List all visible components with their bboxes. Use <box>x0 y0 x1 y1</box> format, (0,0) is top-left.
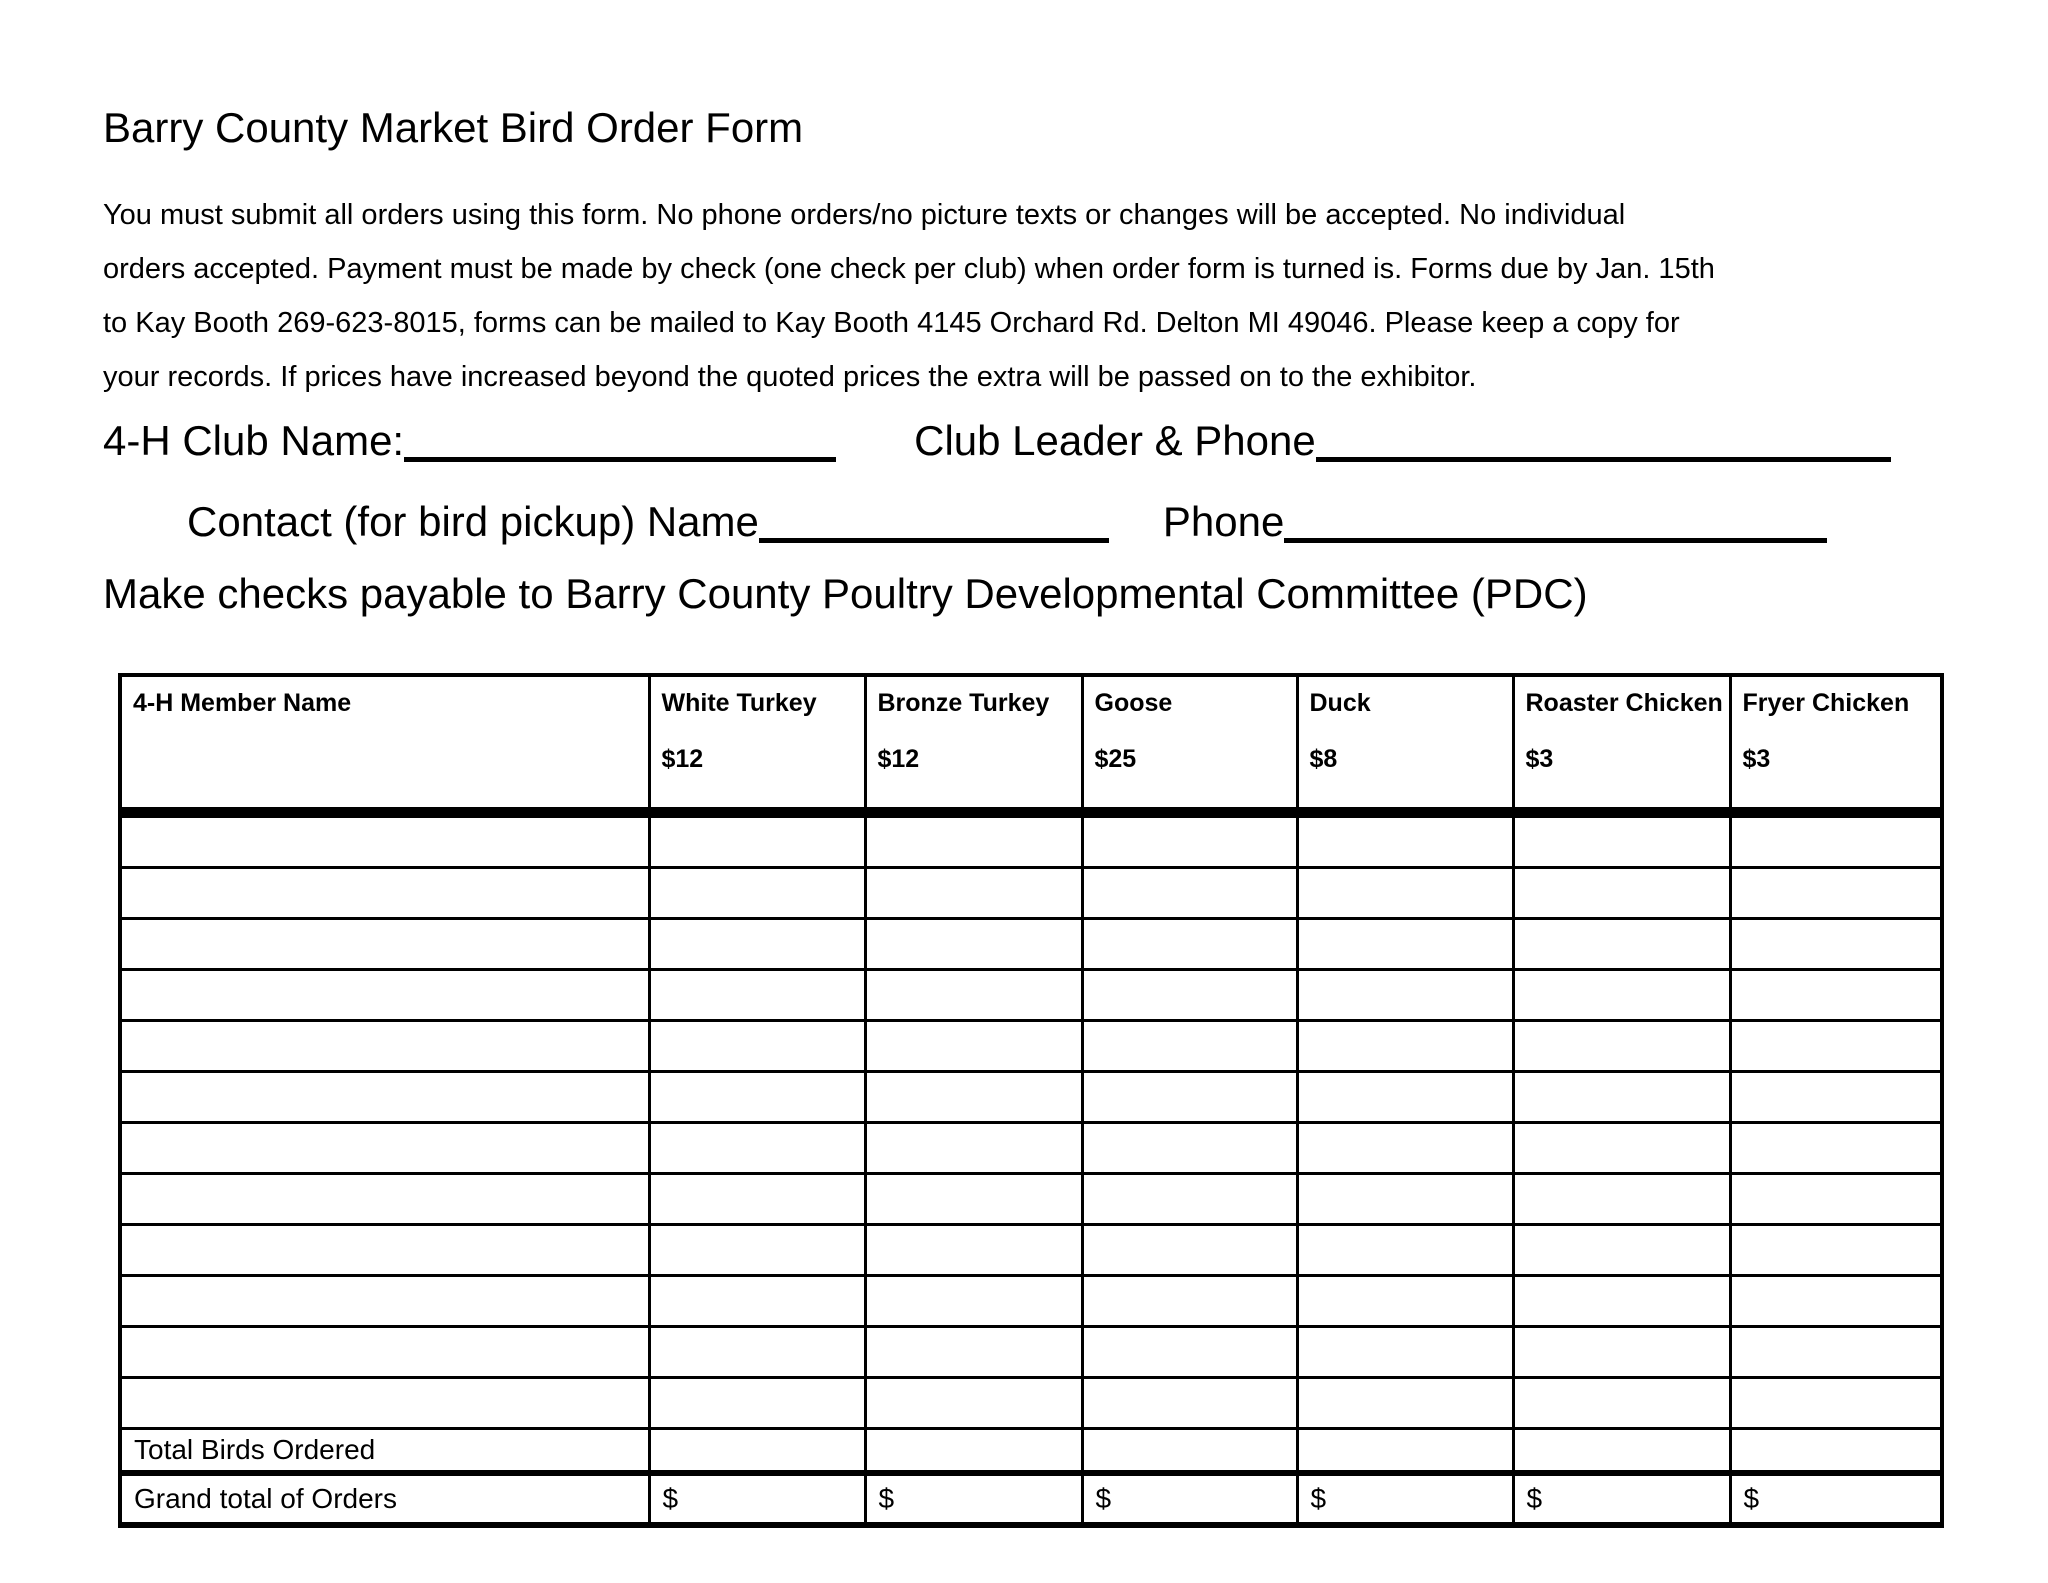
order-quantity-cell[interactable] <box>865 1276 1082 1327</box>
member-name-cell[interactable] <box>120 1021 649 1072</box>
order-quantity-cell[interactable] <box>1513 1378 1730 1429</box>
order-quantity-cell[interactable] <box>1082 1225 1297 1276</box>
order-quantity-cell[interactable] <box>1730 1123 1942 1174</box>
order-quantity-cell[interactable] <box>1297 1021 1513 1072</box>
order-quantity-cell[interactable] <box>1513 1123 1730 1174</box>
order-quantity-cell[interactable] <box>1082 1021 1297 1072</box>
order-quantity-cell[interactable] <box>865 970 1082 1021</box>
order-quantity-cell[interactable] <box>1513 1174 1730 1225</box>
bird-column-price: $3 <box>1742 745 1771 773</box>
order-quantity-cell[interactable] <box>1082 970 1297 1021</box>
order-quantity-cell[interactable] <box>649 1021 865 1072</box>
bird-column-price: $12 <box>877 745 920 773</box>
document-title: Barry County Market Bird Order Form <box>103 104 804 151</box>
grand-total-cell[interactable]: $ <box>649 1473 865 1525</box>
member-name-cell[interactable] <box>120 1327 649 1378</box>
member-order-row <box>120 1225 1942 1276</box>
order-quantity-cell[interactable] <box>1513 919 1730 970</box>
bird-column-price: $3 <box>1525 745 1554 773</box>
member-order-row <box>120 868 1942 919</box>
contact-name-label: Contact (for bird pickup) Name <box>187 498 759 545</box>
member-name-column-header: 4-H Member Name <box>120 675 649 813</box>
bird-column-header-duck <box>1297 675 1513 813</box>
order-quantity-cell[interactable] <box>649 1123 865 1174</box>
order-quantity-cell[interactable] <box>1082 813 1297 868</box>
order-quantity-cell[interactable] <box>1082 1378 1297 1429</box>
order-quantity-cell[interactable] <box>649 919 865 970</box>
member-name-cell[interactable] <box>120 1276 649 1327</box>
contact-row <box>187 498 1827 546</box>
grand-total-cell[interactable]: $ <box>865 1473 1082 1525</box>
order-quantity-cell[interactable] <box>1730 1072 1942 1123</box>
order-quantity-cell[interactable] <box>865 919 1082 970</box>
grand-total-label: Grand total of Orders <box>120 1473 649 1525</box>
bird-column-price: $25 <box>1094 745 1137 773</box>
intro-paragraph <box>103 188 1715 404</box>
order-quantity-cell[interactable] <box>1730 813 1942 868</box>
grand-total-cell[interactable]: $ <box>1297 1473 1513 1525</box>
bird-column-label: Goose <box>1094 689 1173 717</box>
order-quantity-cell[interactable] <box>1513 1225 1730 1276</box>
order-quantity-cell[interactable] <box>865 1021 1082 1072</box>
contact-name-blank[interactable] <box>759 538 1109 543</box>
total-birds-cell[interactable] <box>865 1429 1082 1474</box>
order-quantity-cell[interactable] <box>1730 1021 1942 1072</box>
order-quantity-cell[interactable] <box>1297 813 1513 868</box>
intro-line: to Kay Booth 269-623-8015, forms can be mailed to Kay Booth 4145 Orchard Rd. Delton MI 49046. Please keep a copy for <box>103 307 1680 339</box>
order-quantity-cell[interactable] <box>865 813 1082 868</box>
member-name-cell[interactable] <box>120 970 649 1021</box>
total-birds-cell[interactable] <box>1730 1429 1942 1474</box>
order-quantity-cell[interactable] <box>1297 1327 1513 1378</box>
order-quantity-cell[interactable] <box>649 868 865 919</box>
bird-column-price: $12 <box>661 745 704 773</box>
order-quantity-cell[interactable] <box>1513 1276 1730 1327</box>
member-order-row <box>120 1021 1942 1072</box>
club-row <box>103 417 1891 465</box>
total-birds-cell[interactable] <box>1297 1429 1513 1474</box>
order-quantity-cell[interactable] <box>1513 868 1730 919</box>
grand-total-row <box>120 1473 1942 1525</box>
member-order-row <box>120 919 1942 970</box>
order-quantity-cell[interactable] <box>649 970 865 1021</box>
member-name-cell[interactable] <box>120 919 649 970</box>
order-quantity-cell[interactable] <box>649 1276 865 1327</box>
club-leader-phone-blank[interactable] <box>1316 457 1891 462</box>
member-name-cell[interactable] <box>120 1072 649 1123</box>
order-quantity-cell[interactable] <box>1082 1276 1297 1327</box>
bird-column-label: Roaster Chicken <box>1525 689 1723 717</box>
order-quantity-cell[interactable] <box>1513 1327 1730 1378</box>
bird-column-price: $8 <box>1309 745 1338 773</box>
total-birds-cell[interactable] <box>1082 1429 1297 1474</box>
order-quantity-cell[interactable] <box>1513 813 1730 868</box>
grand-total-cell[interactable]: $ <box>1513 1473 1730 1525</box>
order-quantity-cell[interactable] <box>1513 970 1730 1021</box>
member-name-cell[interactable] <box>120 1123 649 1174</box>
payable-line: Make checks payable to Barry County Poultry Developmental Committee (PDC) <box>103 570 1588 617</box>
order-quantity-cell[interactable] <box>1730 919 1942 970</box>
member-order-row <box>120 1174 1942 1225</box>
order-quantity-cell[interactable] <box>1730 1378 1942 1429</box>
member-order-row <box>120 1123 1942 1174</box>
club-name-blank[interactable] <box>404 457 836 462</box>
order-quantity-cell[interactable] <box>1297 1072 1513 1123</box>
order-quantity-cell[interactable] <box>649 1327 865 1378</box>
order-quantity-cell[interactable] <box>1082 1123 1297 1174</box>
contact-phone-blank[interactable] <box>1284 538 1827 543</box>
grand-total-cell[interactable]: $ <box>1082 1473 1297 1525</box>
order-quantity-cell[interactable] <box>1513 1072 1730 1123</box>
order-quantity-cell[interactable] <box>1297 1276 1513 1327</box>
order-quantity-cell[interactable] <box>1297 970 1513 1021</box>
bird-column-header-bronze-turkey <box>865 675 1082 813</box>
order-quantity-cell[interactable] <box>1730 1276 1942 1327</box>
order-quantity-cell[interactable] <box>1082 919 1297 970</box>
order-quantity-cell[interactable] <box>1730 1225 1942 1276</box>
member-name-cell[interactable] <box>120 1378 649 1429</box>
member-order-row <box>120 1072 1942 1123</box>
header-row <box>120 675 1942 813</box>
total-birds-label: Total Birds Ordered <box>120 1429 649 1474</box>
order-quantity-cell[interactable] <box>1082 1174 1297 1225</box>
order-quantity-cell[interactable] <box>649 1072 865 1123</box>
total-birds-cell[interactable] <box>1513 1429 1730 1474</box>
order-quantity-cell[interactable] <box>865 1225 1082 1276</box>
order-quantity-cell[interactable] <box>865 1174 1082 1225</box>
member-order-row <box>120 1276 1942 1327</box>
member-name-cell[interactable] <box>120 1174 649 1225</box>
order-quantity-cell[interactable] <box>865 1378 1082 1429</box>
order-quantity-cell[interactable] <box>1513 1021 1730 1072</box>
bird-column-label: White Turkey <box>661 689 817 717</box>
order-quantity-cell[interactable] <box>1297 1174 1513 1225</box>
order-quantity-cell[interactable] <box>1730 1327 1942 1378</box>
order-table-body <box>120 813 1942 1526</box>
bird-column-label: Bronze Turkey <box>877 689 1050 717</box>
order-quantity-cell[interactable] <box>1297 1225 1513 1276</box>
order-quantity-cell[interactable] <box>865 1123 1082 1174</box>
order-quantity-cell[interactable] <box>865 1327 1082 1378</box>
club-leader-label: Club Leader & Phone <box>914 417 1316 464</box>
order-table <box>118 673 1944 1528</box>
order-quantity-cell[interactable] <box>1297 919 1513 970</box>
order-quantity-cell[interactable] <box>1297 1378 1513 1429</box>
member-name-cell[interactable] <box>120 868 649 919</box>
grand-total-cell[interactable]: $ <box>1730 1473 1942 1525</box>
bird-column-label: Duck <box>1309 689 1371 717</box>
bird-column-header-goose <box>1082 675 1297 813</box>
order-quantity-cell[interactable] <box>1730 868 1942 919</box>
order-quantity-cell[interactable] <box>1297 868 1513 919</box>
order-quantity-cell[interactable] <box>649 813 865 868</box>
intro-line: You must submit all orders using this form. No phone orders/no picture texts or changes will be accepted. No individual <box>103 199 1626 231</box>
order-quantity-cell[interactable] <box>1082 868 1297 919</box>
member-order-row <box>120 1327 1942 1378</box>
club-name-label: 4-H Club Name: <box>103 417 405 464</box>
member-name-cell[interactable] <box>120 1225 649 1276</box>
bird-column-header-roaster-chicken <box>1513 675 1730 813</box>
order-quantity-cell[interactable] <box>649 1378 865 1429</box>
order-quantity-cell[interactable] <box>865 868 1082 919</box>
total-birds-row <box>120 1429 1942 1474</box>
member-order-row <box>120 813 1942 868</box>
order-table-header <box>120 675 1942 813</box>
order-quantity-cell[interactable] <box>649 1225 865 1276</box>
contact-phone-label: Phone <box>1162 498 1285 545</box>
intro-line: orders accepted. Payment must be made by check (one check per club) when order form is turned is. Forms due by Jan. 15th <box>103 253 1715 285</box>
order-quantity-cell[interactable] <box>1730 970 1942 1021</box>
order-quantity-cell[interactable] <box>1082 1327 1297 1378</box>
order-quantity-cell[interactable] <box>1297 1123 1513 1174</box>
order-quantity-cell[interactable] <box>865 1072 1082 1123</box>
intro-line: your records. If prices have increased beyond the quoted prices the extra will be passed on to the exhibitor. <box>103 361 1477 393</box>
member-order-row <box>120 970 1942 1021</box>
bird-column-header-white-turkey <box>649 675 865 813</box>
member-name-cell[interactable] <box>120 813 649 868</box>
order-quantity-cell[interactable] <box>1730 1174 1942 1225</box>
bird-column-label: Fryer Chicken <box>1742 689 1910 717</box>
bird-column-header-fryer-chicken <box>1730 675 1942 813</box>
order-quantity-cell[interactable] <box>649 1174 865 1225</box>
member-order-row <box>120 1378 1942 1429</box>
total-birds-cell[interactable] <box>649 1429 865 1474</box>
order-quantity-cell[interactable] <box>1082 1072 1297 1123</box>
